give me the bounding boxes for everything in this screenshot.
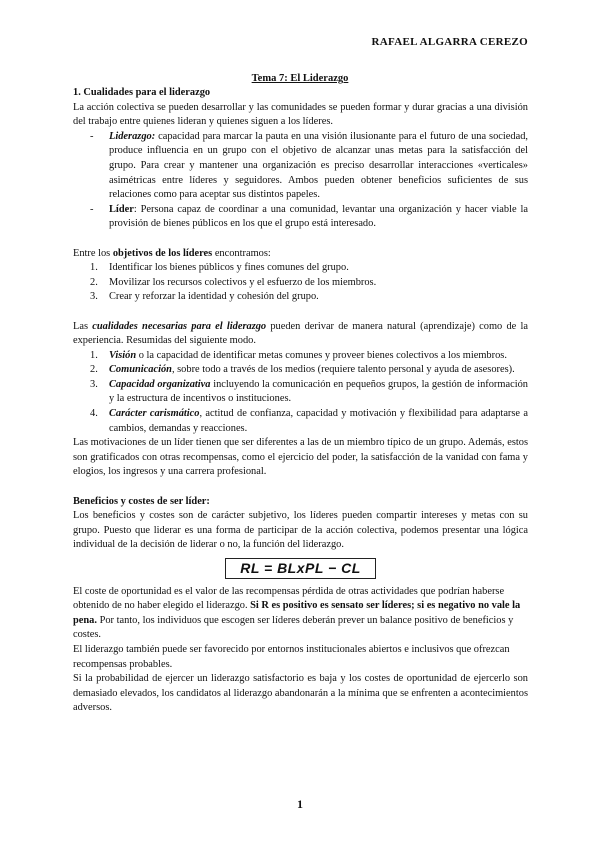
- page-number: 1: [297, 797, 303, 811]
- list-item: - Liderazgo: capacidad para marcar la pauta en una visión ilusionante para el futuro de una sociedad, produce influencia en un grupo con el objetivo de alcanzar unas metas para la satisfacción del grupo. Para crear y mantener una organización es preciso desarrollar interacciones «verticales» asimétricas entre líderes y seguidores. Ambos pueden obtener beneficios suficientes de sus relaciones como para aceptar sus distintos papeles.: [90, 130, 528, 201]
- formula-box: [73, 558, 528, 579]
- objectives-intro: Entre los objetivos de los líderes encontramos:: [73, 247, 271, 259]
- list-item: 2. Comunicación, sobre todo a través de los medios (requiere talento personal y ayuda de asesores).: [90, 364, 515, 376]
- section-heading: 1. Cualidades para el liderazgo: [73, 87, 211, 98]
- definition-text: : Persona capaz de coordinar a una comunidad, levantar una organización y hacer viable la provisión de bienes públicos en los que el grupo está interesado.: [109, 203, 528, 230]
- list-item: 4. Carácter carismático, actitud de confianza, capacidad y motivación y flexibilidad para adaptarse a cambios, demandas y reacciones.: [90, 408, 528, 434]
- intro-paragraph: La acción colectiva se pueden desarrollar y las comunidades se pueden formar y durar gracias a una división del trabajo entre quienes lideran y quienes siguen a los líderes.: [73, 101, 528, 128]
- list-item: 1. Identificar los bienes públicos y fines comunes del grupo.: [90, 262, 349, 274]
- list-item: 2. Movilizar los recursos colectivos y el esfuerzo de los miembros.: [90, 276, 377, 288]
- qualities-list: [73, 349, 528, 437]
- definition-list: [73, 130, 528, 232]
- list-item: - Líder: Persona capaz de coordinar a una comunidad, levantar una organización y hacer viable la provisión de bienes públicos en los que el grupo está interesado.: [90, 203, 528, 230]
- leadership-formula: RL = BLxPL − CL: [225, 558, 376, 579]
- opportunity-cost-paragraph: El coste de oportunidad es el valor de las recompensas pérdida de otras actividades que podrían haberse obtenido de no haber elegido el liderazgo. Si R es positivo es sensato ser líderes; si es negativo no vale la pena. Por tanto, los individuos que escogen ser líderes deberán prever un balance positivo de beneficios y costes.: [73, 585, 521, 641]
- list-item: 3. Crear y reforzar la identidad y cohesión del grupo.: [90, 291, 319, 303]
- probability-paragraph: Si la probabilidad de ejercer un liderazgo satisfactorio es baja y los costes de oportunidad de ejercerlo son demasiado elevados, los candidatos al liderazgo abandonarán a la mínima que se enfrenten a acontecimientos adversos.: [73, 673, 528, 714]
- definition-text: capacidad para marcar la pauta en una visión ilusionante para el futuro de una sociedad, produce influencia en un grupo con el objetivo de alcanzar unas metas para la satisfacción del grupo. Para crear y mantener una organización es preciso desarrollar interacciones «verticales» asimétricas entre líderes y seguidores. Ambos pueden obtener beneficios suficientes de sus relaciones como para aceptar sus distintos papeles.: [109, 130, 528, 201]
- author-header: RAFAEL ALGARRA CEREZO: [371, 36, 528, 48]
- definition-term: Líder: [109, 203, 134, 215]
- list-item: 3. Capacidad organizativa incluyendo la comunicación en pequeños grupos, la gestión de información y la estructura de incentivos o instituciones.: [90, 378, 528, 405]
- page-title: Tema 7: El Liderazgo: [251, 73, 349, 84]
- motivations-paragraph: Las motivaciones de un líder tienen que ser diferentes a las de un miembro típico de un grupo. Además, estos son gratificados con otras recompensas, como el ejercicio del poder, la satisfacción de la vanidad con fama y elogios, los ingresos y una carrera profesional.: [73, 437, 528, 478]
- benefits-heading: Beneficios y costes de ser líder:: [73, 495, 210, 507]
- list-item: 1. Visión o la capacidad de identificar metas comunes y proveer bienes colectivos a los miembros.: [90, 349, 507, 361]
- document-body: [73, 86, 528, 716]
- objectives-list: [73, 261, 528, 305]
- qualities-intro: Las cualidades necesarias para el liderazgo pueden derivar de manera natural (aprendizaje) como de la experiencia. Resumidas del siguiente modo.: [73, 320, 528, 347]
- definition-term: Liderazgo:: [109, 130, 156, 142]
- institutions-paragraph: El liderazgo también puede ser favorecido por entornos institucionales abiertos e inclusivos que ofrezcan recompensas probables.: [73, 643, 510, 670]
- benefits-paragraph: Los beneficios y costes son de carácter subjetivo, los líderes pueden compartir intereses y metas con su grupo. Puesto que liderar es una forma de participar de la acción colectiva, podemos presentar una lógica individual de la decisión de liderar o no, la función del liderazgo.: [73, 510, 528, 551]
